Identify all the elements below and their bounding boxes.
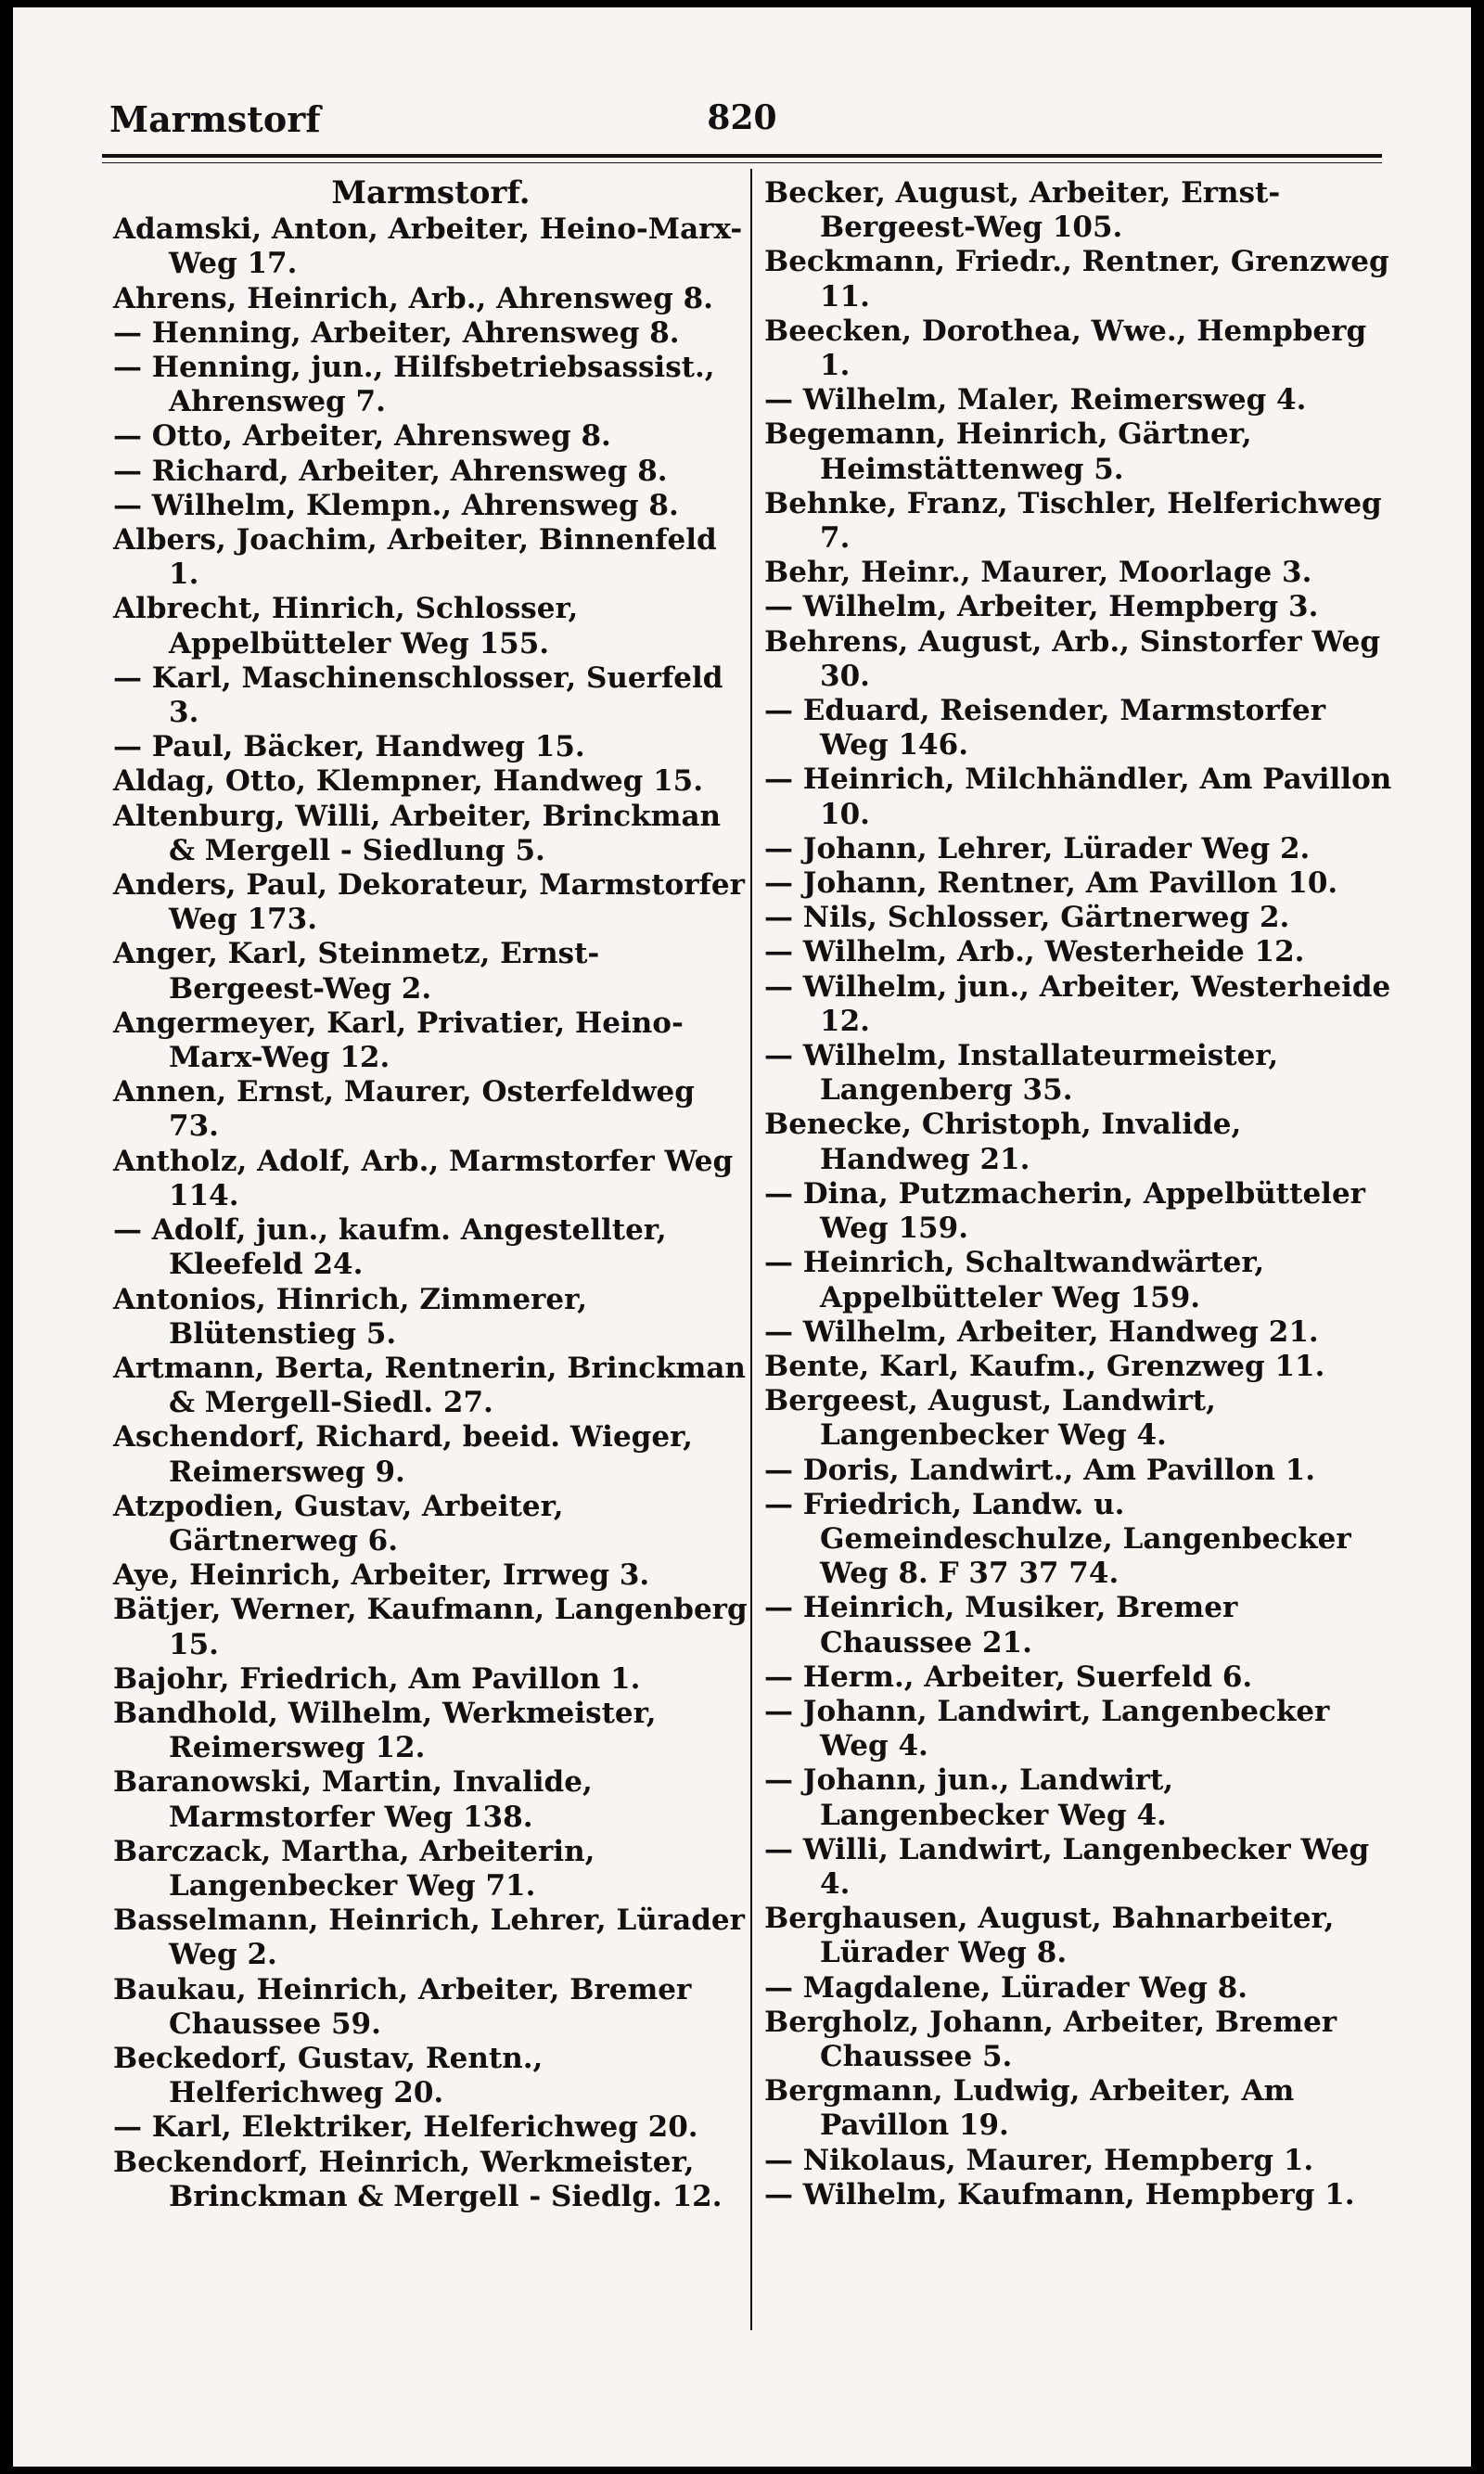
directory-entry: — Wilhelm, Installateurmeister, Langenberg 35. [764, 1039, 1279, 1108]
directory-entry: — Friedrich, Landw. u. Gemeindeschulze, Langenbecker Weg 8. F 37 37 74. [764, 1487, 1351, 1591]
page-number: 820 [707, 98, 777, 137]
running-head: Marmstorf [109, 98, 321, 140]
directory-entry: — Heinrich, Musiker, Bremer Chaussee 21. [764, 1591, 1238, 1660]
directory-entry: — Johann, Lehrer, Lürader Weg 2. [764, 831, 1311, 865]
directory-entry: — Johann, jun., Landwirt, Langenbecker Weg 4. [764, 1763, 1174, 1832]
directory-entry: Bergmann, Ludwig, Arbeiter, Am Pavillon 19. [764, 2074, 1295, 2143]
directory-entry: — Heinrich, Milchhändler, Am Pavillon 10. [764, 763, 1392, 831]
directory-entry: Antholz, Adolf, Arb., Marmstorfer Weg 114. [113, 1144, 734, 1212]
directory-entry: — Karl, Elektriker, Helferichweg 20. [113, 2110, 698, 2145]
directory-entry: Baranowski, Martin, Invalide, Marmstorfer Weg 138. [113, 1765, 593, 1834]
directory-entry: — Doris, Landwirt., Am Pavillon 1. [764, 1453, 1316, 1487]
directory-entry: Baukau, Heinrich, Arbeiter, Bremer Chaussee 59. [113, 1972, 692, 2041]
directory-entry: — Heinrich, Schaltwandwärter, Appelbütteler Weg 159. [764, 1246, 1265, 1314]
directory-entry: — Richard, Arbeiter, Ahrensweg 8. [113, 454, 668, 488]
directory-entry: Aldag, Otto, Klempner, Handweg 15. [113, 764, 703, 799]
directory-entry: Antonios, Hinrich, Zimmerer, Blütenstieg 5. [113, 1282, 587, 1351]
directory-entry: Bandhold, Wilhelm, Werkmeister, Reimersweg 12. [113, 1696, 657, 1765]
directory-entry: Barczack, Martha, Arbeiterin, Langenbecker Weg 71. [113, 1834, 595, 1903]
directory-entry: Beckendorf, Heinrich, Werkmeister, Brinckman & Mergell - Siedlg. 12. [113, 2145, 723, 2213]
directory-entry: — Wilhelm, Arb., Westerheide 12. [764, 935, 1305, 969]
directory-entry: Berghausen, August, Bahnarbeiter, Lürader Weg 8. [764, 1902, 1335, 1970]
directory-entry: — Dina, Putzmacherin, Appelbütteler Weg 159. [764, 1176, 1366, 1246]
directory-entry: Altenburg, Willi, Arbeiter, Brinckman & Mergell - Siedlung 5. [113, 799, 722, 867]
directory-entry: Behrens, August, Arb., Sinstorfer Weg 30. [764, 624, 1381, 693]
directory-entry: — Henning, Arbeiter, Ahrensweg 8. [113, 315, 680, 350]
column-divider [750, 169, 752, 2330]
directory-entry: Beckmann, Friedr., Rentner, Grenzweg 11. [764, 245, 1389, 314]
directory-entry: — Magdalene, Lürader Weg 8. [764, 1970, 1248, 2005]
directory-entry: — Wilhelm, Arbeiter, Hempberg 3. [764, 590, 1319, 624]
directory-entry: — Johann, Rentner, Am Pavillon 10. [764, 866, 1338, 901]
directory-entry: Benecke, Christoph, Invalide, Handweg 21. [764, 1108, 1242, 1176]
directory-entry: — Wilhelm, Arbeiter, Handweg 21. [764, 1314, 1319, 1349]
header-rule-thick [102, 154, 1382, 158]
directory-entry: Albers, Joachim, Arbeiter, Binnenfeld 1. [113, 523, 717, 592]
directory-entry: Ahrens, Heinrich, Arb., Ahrensweg 8. [113, 281, 713, 315]
directory-entry: — Wilhelm, Klempn., Ahrensweg 8. [113, 488, 679, 522]
directory-entry: Anger, Karl, Steinmetz, Ernst-Bergeest-Weg 2. [113, 937, 600, 1006]
directory-page [13, 7, 1471, 2467]
left-column [113, 176, 748, 2214]
directory-entry: Angermeyer, Karl, Privatier, Heino-Marx-Weg 12. [113, 1006, 684, 1075]
directory-entry: Bergholz, Johann, Arbeiter, Bremer Chaussee 5. [764, 2005, 1337, 2073]
directory-entry: Atzpodien, Gustav, Arbeiter, Gärtnerweg 6. [113, 1489, 564, 1557]
directory-entry: Aschendorf, Richard, beeid. Wieger, Reimersweg 9. [113, 1420, 693, 1489]
section-title: Marmstorf. [331, 174, 531, 212]
directory-entry: Bente, Karl, Kaufm., Grenzweg 11. [764, 1349, 1325, 1383]
page-header [102, 93, 1382, 148]
directory-entry: — Wilhelm, Kaufmann, Hempberg 1. [764, 2177, 1355, 2211]
directory-entry: Bätjer, Werner, Kaufmann, Langenberg 15. [113, 1593, 748, 1661]
directory-entry: Beckedorf, Gustav, Rentn., Helferichweg 20. [113, 2041, 544, 2110]
directory-entry: — Karl, Maschinenschlosser, Suerfeld 3. [113, 660, 723, 730]
directory-entry: Adamski, Anton, Arbeiter, Heino-Marx-Weg 17. [113, 212, 743, 281]
directory-entry: Beecken, Dorothea, Wwe., Hempberg 1. [764, 314, 1367, 383]
directory-entry: Anders, Paul, Dekorateur, Marmstorfer Weg 173. [113, 868, 745, 937]
directory-entry: Begemann, Heinrich, Gärtner, Heimstättenweg 5. [764, 417, 1252, 486]
directory-entry: — Eduard, Reisender, Marmstorfer Weg 146. [764, 694, 1326, 763]
directory-entry: — Nikolaus, Maurer, Hempberg 1. [764, 2143, 1314, 2177]
directory-entry: — Henning, jun., Hilfsbetriebsassist., Ahrensweg 7. [113, 351, 715, 419]
directory-entry: — Otto, Arbeiter, Ahrensweg 8. [113, 419, 611, 454]
directory-entry: Behnke, Franz, Tischler, Helferichweg 7. [764, 486, 1382, 556]
directory-entry: Artmann, Berta, Rentnerin, Brinckman & Mergell-Siedl. 27. [113, 1351, 746, 1420]
directory-entry: Basselmann, Heinrich, Lehrer, Lürader Weg 2. [113, 1904, 745, 1972]
directory-entry: — Adolf, jun., kaufm. Angestellter, Kleefeld 24. [113, 1213, 667, 1282]
directory-entry: — Herm., Arbeiter, Suerfeld 6. [764, 1660, 1253, 1694]
directory-entry: Bergeest, August, Landwirt, Langenbecker Weg 4. [764, 1384, 1216, 1453]
directory-entry: — Willi, Landwirt, Langenbecker Weg 4. [764, 1832, 1370, 1901]
directory-entry: — Wilhelm, jun., Arbeiter, Westerheide 12. [764, 969, 1391, 1038]
header-rule-thin [102, 162, 1382, 163]
directory-entry: Bajohr, Friedrich, Am Pavillon 1. [113, 1661, 641, 1696]
directory-entry: Annen, Ernst, Maurer, Osterfeldweg 73. [113, 1075, 695, 1144]
directory-entry: — Johann, Landwirt, Langenbecker Weg 4. [764, 1694, 1330, 1763]
directory-entry: Albrecht, Hinrich, Schlosser, Appelbütteler Weg 155. [113, 592, 579, 660]
directory-entry: Aye, Heinrich, Arbeiter, Irrweg 3. [113, 1558, 650, 1593]
directory-entry: — Nils, Schlosser, Gärtnerweg 2. [764, 901, 1290, 935]
directory-entry: Behr, Heinr., Maurer, Moorlage 3. [764, 556, 1312, 590]
directory-entry: — Paul, Bäcker, Handweg 15. [113, 730, 585, 764]
right-column [764, 176, 1400, 2212]
directory-entry: — Wilhelm, Maler, Reimersweg 4. [764, 383, 1307, 417]
directory-entry: Becker, August, Arbeiter, Ernst-Bergeest-Weg 105. [764, 176, 1281, 245]
